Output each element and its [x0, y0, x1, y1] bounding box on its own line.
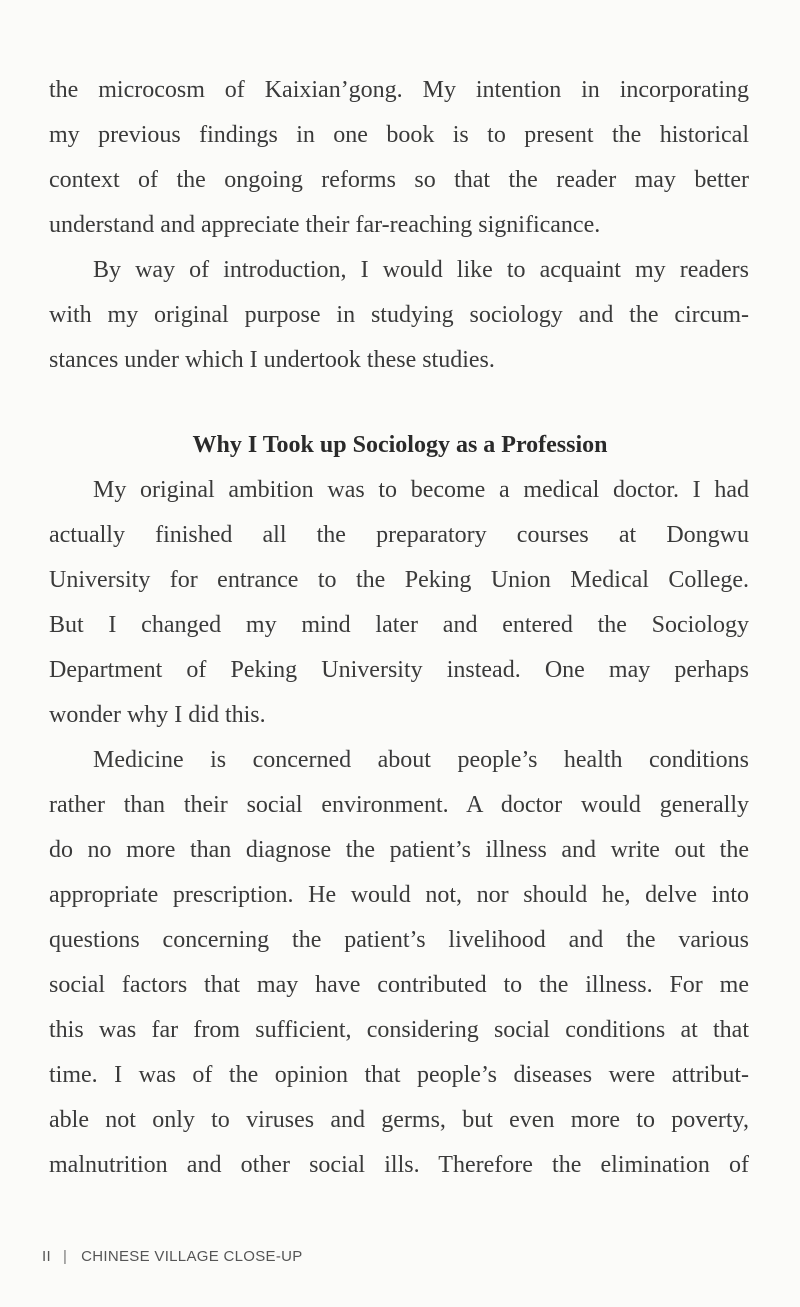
paragraph-intro-continued: [49, 68, 749, 248]
footer-separator: |: [62, 1248, 68, 1265]
text-line: context of the ongoing reforms so that the reader may better: [49, 167, 749, 193]
text-line: wonder why I did this.: [49, 702, 266, 728]
text-line: Medicine is concerned about people’s health conditions: [93, 747, 749, 773]
running-title: CHINESE VILLAGE CLOSE-UP: [81, 1248, 303, 1265]
paragraph-medicine: [49, 738, 749, 1188]
text-line: this was far from sufficient, considering social conditions at that: [49, 1017, 749, 1043]
text-line: social factors that may have contributed to the illness. For me: [49, 972, 749, 998]
page-number: II: [42, 1248, 51, 1265]
text-line: actually finished all the preparatory courses at Dongwu: [49, 522, 749, 548]
text-line: stances under which I undertook these studies.: [49, 347, 495, 373]
paragraph-introduction: [49, 248, 749, 383]
paragraph-ambition: [49, 468, 749, 738]
text-line: But I changed my mind later and entered the Sociology: [49, 612, 749, 638]
text-line: University for entrance to the Peking Union Medical College.: [49, 567, 749, 593]
text-line: the microcosm of Kaixian’gong. My intention in incorporating: [49, 77, 749, 103]
text-line: understand and appreciate their far-reaching significance.: [49, 212, 601, 238]
text-line: time. I was of the opinion that people’s diseases were attribut-: [49, 1062, 749, 1088]
text-line: My original ambition was to become a medical doctor. I had: [93, 477, 749, 503]
text-line: my previous findings in one book is to present the historical: [49, 122, 749, 148]
text-line: do no more than diagnose the patient’s illness and write out the: [49, 837, 749, 863]
section-heading: Why I Took up Sociology as a Profession: [192, 432, 608, 458]
text-line: rather than their social environment. A doctor would generally: [49, 792, 749, 818]
text-line: questions concerning the patient’s livelihood and the various: [49, 927, 749, 953]
text-line: appropriate prescription. He would not, nor should he, delve into: [49, 882, 749, 908]
page-footer: [42, 1248, 303, 1265]
text-line: By way of introduction, I would like to acquaint my readers: [93, 257, 749, 283]
text-line: able not only to viruses and germs, but even more to poverty,: [49, 1107, 749, 1133]
text-line: malnutrition and other social ills. Therefore the elimination of: [49, 1152, 749, 1178]
text-line: with my original purpose in studying sociology and the circum-: [49, 302, 749, 328]
text-line: Department of Peking University instead. One may perhaps: [49, 657, 749, 683]
